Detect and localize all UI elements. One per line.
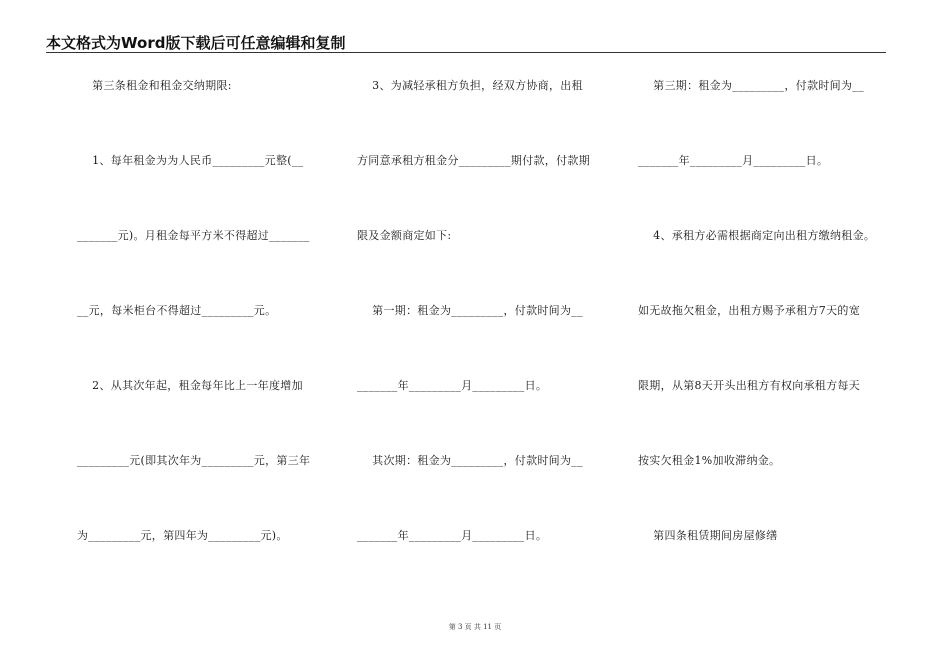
- text-line: 第一期：租金为_________，付款时间为__: [357, 304, 583, 317]
- text-line: 为_________元，第四年为_________元)。: [77, 529, 288, 542]
- text-line: _______年_________月_________日。: [638, 154, 829, 167]
- page-number-footer: 第 3 页 共 11 页: [448, 623, 502, 631]
- text-line: _______年_________月_________日。: [357, 379, 548, 392]
- text-line: _________元(即其次年为_________元，第三年: [77, 454, 311, 467]
- text-line: 4、承租方必需根据商定向出租方缴纳租金。: [638, 229, 876, 242]
- text-line: 方同意承租方租金分_________期付款，付款期: [357, 154, 590, 167]
- text-line: 第四条租赁期间房屋修缮: [638, 529, 778, 542]
- text-line: 限及金额商定如下:: [357, 229, 452, 242]
- text-line: 1、每年租金为为人民币_________元整(__: [77, 154, 304, 167]
- header-divider: [46, 52, 886, 53]
- document-header-title: 本文格式为Word版下载后可任意编辑和复制: [46, 34, 346, 52]
- text-line: 第三条租金和租金交纳期限:: [77, 79, 232, 92]
- text-line: 2、从其次年起，租金每年比上一年度增加: [77, 379, 303, 392]
- text-line: 第三期：租金为_________，付款时间为__: [638, 79, 864, 92]
- text-line: 如无故拖欠租金，出租方赐予承租方7天的宽: [638, 304, 860, 317]
- text-line: _______元)。月租金每平方米不得超过_______: [77, 229, 310, 242]
- text-line: __元，每米柜台不得超过_________元。: [77, 304, 277, 317]
- text-line: 3、为减轻承租方负担，经双方协商，出租: [357, 79, 583, 92]
- text-line: _______年_________月_________日。: [357, 529, 548, 542]
- text-line: 限期，从第8天开头出租方有权向承租方每天: [638, 379, 860, 392]
- text-line: 按实欠租金1%加收滞纳金。: [638, 454, 781, 467]
- text-line: 其次期：租金为_________，付款时间为__: [357, 454, 583, 467]
